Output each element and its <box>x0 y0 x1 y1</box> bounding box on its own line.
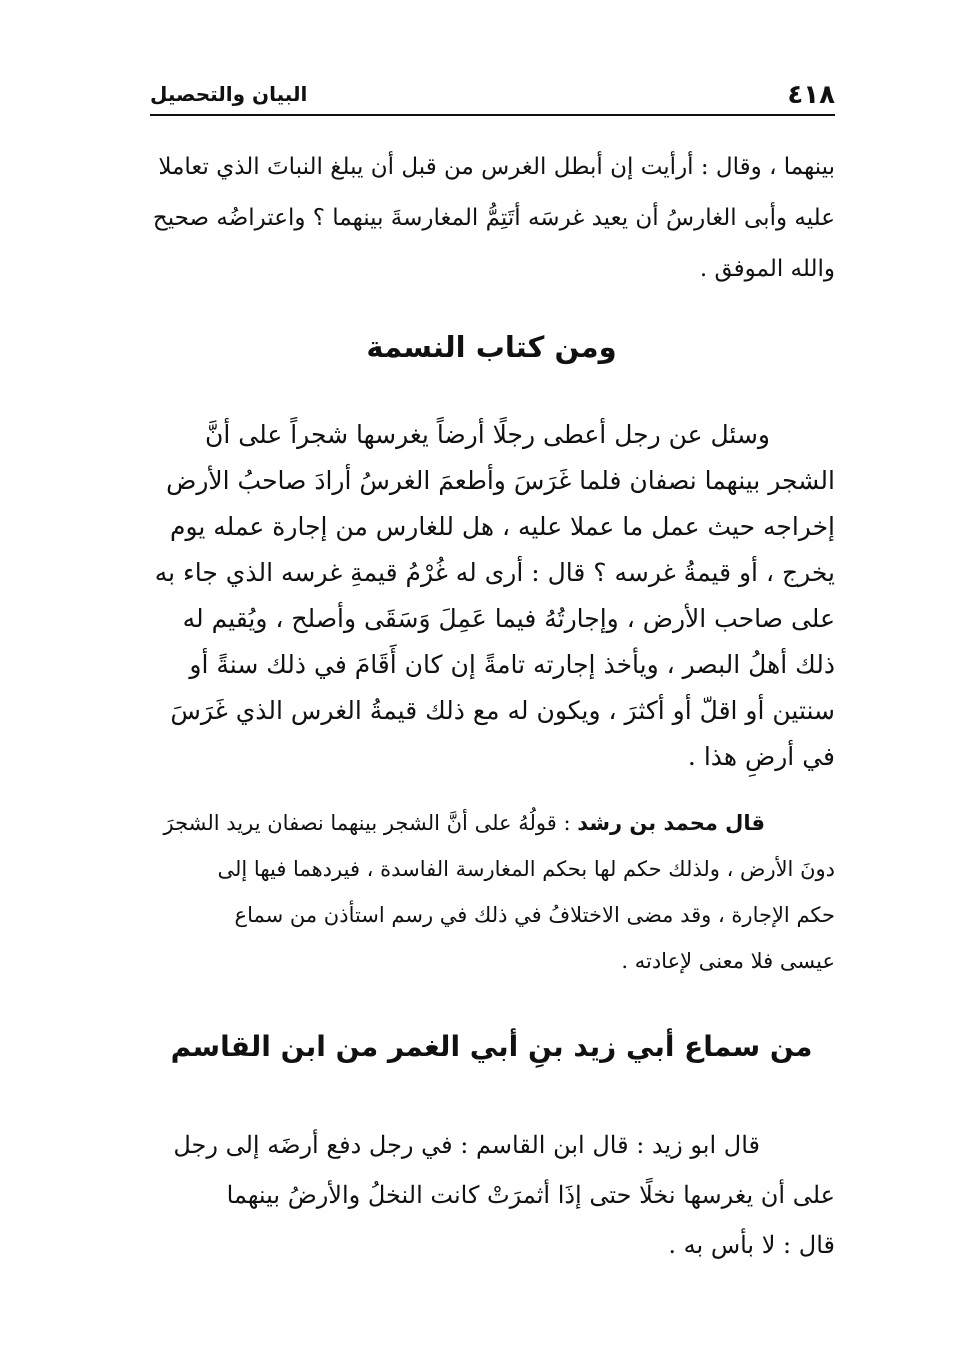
text-line: في أرضِ هذا . <box>687 742 835 771</box>
final-paragraph <box>148 1120 835 1270</box>
text-line: على أن يغرسها نخلًا حتى إذَا أثمرَتْ كانت النخلُ والأرضُ بينهما <box>226 1181 835 1209</box>
text-line: يخرج ، أو قيمةُ غرسه ؟ قال : أرى له غُرْمُ قيمةِ غرسه الذي جاء به <box>154 558 835 587</box>
intro-paragraph <box>148 142 835 295</box>
text-line: قال ابو زيد : قال ابن القاسم : في رجل دفع أرضَه إلى رجل <box>173 1131 760 1159</box>
text-line: الشجر بينهما نصفان فلما غَرَسَ وأطعمَ الغرسُ أرادَ صاحبُ الأرض <box>166 466 835 495</box>
text-line: على صاحب الأرض ، وإجارتُهُ فيما عَمِلَ وَسَقَى وأصلح ، ويُقيم له <box>182 604 835 633</box>
section-heading: ومن كتاب النسمة <box>366 330 617 364</box>
text-line <box>148 800 835 846</box>
text-line: دونَ الأرض ، ولذلك حكم لها بحكم المغارسة الفاسدة ، فيردهما فيها إلى <box>217 857 835 881</box>
text-line: سنتين أو اقلّ أو أكثرَ ، ويكون له مع ذلك قيمةُ الغرس الذي غَرَسَ <box>170 696 835 725</box>
commentary-paragraph <box>148 800 835 984</box>
text-line: عليه وأبى الغارسُ أن يعيد غرسَه أتَتِمُّ المغارسةَ بينهما ؟ واعتراضُه صحيح <box>152 205 835 231</box>
text-line: ذلك أهلُ البصر ، ويأخذ إجارته تامةً إن كان أَقَامَ في ذلك سنةً أو <box>189 650 835 679</box>
text-line: حكم الإجارة ، وقد مضى الاختلافُ في ذلك في رسم استأذن من سماع <box>234 903 835 927</box>
text-line: قال : لا بأس به . <box>668 1231 835 1259</box>
text-line: والله الموفق . <box>699 256 835 282</box>
running-title: البيان والتحصيل <box>150 82 308 106</box>
text-line: عيسى فلا معنى لإعادته . <box>621 949 835 973</box>
page-header <box>150 72 835 116</box>
text-line: إخراجه حيث عمل ما عملا عليه ، هل للغارس من إجارة عمله يوم <box>169 512 835 541</box>
main-paragraph <box>148 412 835 780</box>
text-line: وسئل عن رجل أعطى رجلًا أرضاً يغرسها شجراً على أنَّ <box>204 420 770 449</box>
commentary-text: : قولُهُ على أنَّ الشجر بينهما نصفان يريد الشجرَ <box>163 811 578 835</box>
page-number: ٤١٨ <box>787 80 835 110</box>
text-line: بينهما ، وقال : أرأيت إن أبطل الغرس من قبل أن يبلغ النباتَ الذي تعاملا <box>158 154 835 180</box>
section-heading: من سماع أبي زيد بنِ أبي الغمر من ابن القاسم <box>170 1030 813 1063</box>
commentator-name: قال محمد بن رشد <box>577 811 765 835</box>
